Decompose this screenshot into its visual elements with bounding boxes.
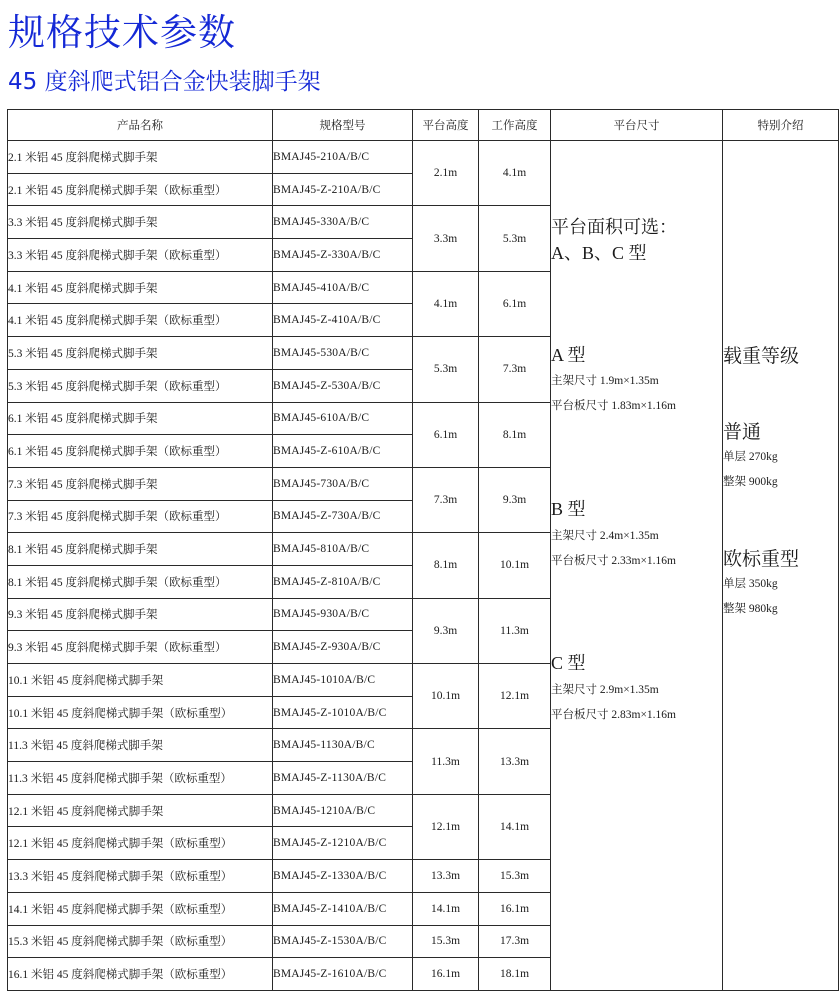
page-title: 规格技术参数 [8,11,236,54]
product-name-cell: 10.1 米铝 45 度斜爬梯式脚手架（欧标重型） [8,696,273,729]
working-height-cell: 15.3m [479,860,551,893]
working-height-cell: 9.3m [479,467,551,532]
normal-whole-load: 整架 900kg [723,476,778,489]
euro-single-load: 单层 350kg [723,578,778,591]
model-cell: BMAJ45-Z-1010A/B/C [273,696,413,729]
product-name-cell: 14.1 米铝 45 度斜爬梯式脚手架（欧标重型） [8,892,273,925]
working-height-cell: 4.1m [479,141,551,206]
page-subtitle: 45 度斜爬式铝合金快装脚手架 [8,69,321,95]
working-height-cell: 6.1m [479,271,551,336]
model-cell: BMAJ45-Z-1130A/B/C [273,762,413,795]
type-c-board: 平台板尺寸 2.83m×1.16m [551,709,677,722]
product-name-cell: 3.3 米铝 45 度斜爬梯式脚手架 [8,206,273,239]
type-c-title: C 型 [551,653,586,674]
platform-height-cell: 12.1m [413,794,479,859]
model-cell: BMAJ45-930A/B/C [273,598,413,631]
header-model: 规格型号 [273,110,413,141]
product-name-cell: 9.3 米铝 45 度斜爬梯式脚手架 [8,598,273,631]
platform-height-cell: 4.1m [413,271,479,336]
working-height-cell: 7.3m [479,337,551,402]
type-a-frame: 主架尺寸 1.9m×1.35m [551,375,659,388]
product-name-cell: 9.3 米铝 45 度斜爬梯式脚手架（欧标重型） [8,631,273,664]
normal-title: 普通 [723,422,762,444]
product-name-cell: 3.3 米铝 45 度斜爬梯式脚手架（欧标重型） [8,239,273,272]
working-height-cell: 8.1m [479,402,551,467]
load-class-title: 载重等级 [723,346,800,368]
header-product-name: 产品名称 [8,110,273,141]
table-row [8,141,839,174]
product-name-cell: 8.1 米铝 45 度斜爬梯式脚手架 [8,533,273,566]
platform-size-intro-line2: A、B、C 型 [551,243,647,264]
platform-height-cell: 14.1m [413,892,479,925]
product-name-cell: 5.3 米铝 45 度斜爬梯式脚手架（欧标重型） [8,369,273,402]
header-platform-size: 平台尺寸 [551,110,723,141]
platform-height-cell: 6.1m [413,402,479,467]
working-height-cell: 10.1m [479,533,551,598]
working-height-cell: 5.3m [479,206,551,271]
product-name-cell: 13.3 米铝 45 度斜爬梯式脚手架（欧标重型） [8,860,273,893]
platform-height-cell: 16.1m [413,958,479,991]
product-name-cell: 6.1 米铝 45 度斜爬梯式脚手架（欧标重型） [8,435,273,468]
platform-height-cell: 5.3m [413,337,479,402]
working-height-cell: 17.3m [479,925,551,958]
platform-height-cell: 8.1m [413,533,479,598]
working-height-cell: 18.1m [479,958,551,991]
model-cell: BMAJ45-1130A/B/C [273,729,413,762]
working-height-cell: 14.1m [479,794,551,859]
model-cell: BMAJ45-530A/B/C [273,337,413,370]
model-cell: BMAJ45-Z-330A/B/C [273,239,413,272]
header-working-height: 工作高度 [479,110,551,141]
product-name-cell: 12.1 米铝 45 度斜爬梯式脚手架 [8,794,273,827]
model-cell: BMAJ45-Z-1410A/B/C [273,892,413,925]
model-cell: BMAJ45-Z-810A/B/C [273,565,413,598]
working-height-cell: 13.3m [479,729,551,794]
working-height-cell: 12.1m [479,664,551,729]
product-name-cell: 2.1 米铝 45 度斜爬梯式脚手架（欧标重型） [8,173,273,206]
platform-height-cell: 2.1m [413,141,479,206]
model-cell: BMAJ45-410A/B/C [273,271,413,304]
platform-height-cell: 7.3m [413,467,479,532]
product-name-cell: 4.1 米铝 45 度斜爬梯式脚手架（欧标重型） [8,304,273,337]
euro-title: 欧标重型 [723,549,800,571]
product-name-cell: 16.1 米铝 45 度斜爬梯式脚手架（欧标重型） [8,958,273,991]
model-cell: BMAJ45-Z-930A/B/C [273,631,413,664]
table-header-row [8,110,839,141]
platform-height-cell: 10.1m [413,664,479,729]
model-cell: BMAJ45-Z-210A/B/C [273,173,413,206]
model-cell: BMAJ45-1210A/B/C [273,794,413,827]
model-cell: BMAJ45-330A/B/C [273,206,413,239]
product-name-cell: 5.3 米铝 45 度斜爬梯式脚手架 [8,337,273,370]
spec-table [7,109,839,991]
platform-height-cell: 9.3m [413,598,479,663]
model-cell: BMAJ45-Z-530A/B/C [273,369,413,402]
platform-height-cell: 15.3m [413,925,479,958]
product-name-cell: 2.1 米铝 45 度斜爬梯式脚手架 [8,141,273,174]
type-a-title: A 型 [551,345,586,366]
platform-size-cell [551,141,723,991]
product-name-cell: 4.1 米铝 45 度斜爬梯式脚手架 [8,271,273,304]
model-cell: BMAJ45-Z-1210A/B/C [273,827,413,860]
product-name-cell: 12.1 米铝 45 度斜爬梯式脚手架（欧标重型） [8,827,273,860]
working-height-cell: 16.1m [479,892,551,925]
model-cell: BMAJ45-1010A/B/C [273,664,413,697]
product-name-cell: 7.3 米铝 45 度斜爬梯式脚手架（欧标重型） [8,500,273,533]
product-name-cell: 11.3 米铝 45 度斜爬梯式脚手架 [8,729,273,762]
model-cell: BMAJ45-Z-610A/B/C [273,435,413,468]
product-name-cell: 7.3 米铝 45 度斜爬梯式脚手架 [8,467,273,500]
special-intro-cell [723,141,839,991]
model-cell: BMAJ45-Z-730A/B/C [273,500,413,533]
platform-height-cell: 11.3m [413,729,479,794]
model-cell: BMAJ45-730A/B/C [273,467,413,500]
model-cell: BMAJ45-210A/B/C [273,141,413,174]
product-name-cell: 8.1 米铝 45 度斜爬梯式脚手架（欧标重型） [8,565,273,598]
model-cell: BMAJ45-610A/B/C [273,402,413,435]
normal-single-load: 单层 270kg [723,451,778,464]
platform-height-cell: 13.3m [413,860,479,893]
platform-size-intro-line1: 平台面积可选： [551,217,677,238]
model-cell: BMAJ45-810A/B/C [273,533,413,566]
model-cell: BMAJ45-Z-1610A/B/C [273,958,413,991]
type-b-title: B 型 [551,499,586,520]
euro-whole-load: 整架 980kg [723,603,778,616]
working-height-cell: 11.3m [479,598,551,663]
product-name-cell: 11.3 米铝 45 度斜爬梯式脚手架（欧标重型） [8,762,273,795]
type-b-frame: 主架尺寸 2.4m×1.35m [551,530,659,543]
type-c-frame: 主架尺寸 2.9m×1.35m [551,684,659,697]
header-platform-height: 平台高度 [413,110,479,141]
header-special-intro: 特别介绍 [723,110,839,141]
product-name-cell: 10.1 米铝 45 度斜爬梯式脚手架 [8,664,273,697]
model-cell: BMAJ45-Z-1530A/B/C [273,925,413,958]
type-b-board: 平台板尺寸 2.33m×1.16m [551,555,677,568]
platform-height-cell: 3.3m [413,206,479,271]
product-name-cell: 15.3 米铝 45 度斜爬梯式脚手架（欧标重型） [8,925,273,958]
type-a-board: 平台板尺寸 1.83m×1.16m [551,400,677,413]
model-cell: BMAJ45-Z-1330A/B/C [273,860,413,893]
product-name-cell: 6.1 米铝 45 度斜爬梯式脚手架 [8,402,273,435]
model-cell: BMAJ45-Z-410A/B/C [273,304,413,337]
